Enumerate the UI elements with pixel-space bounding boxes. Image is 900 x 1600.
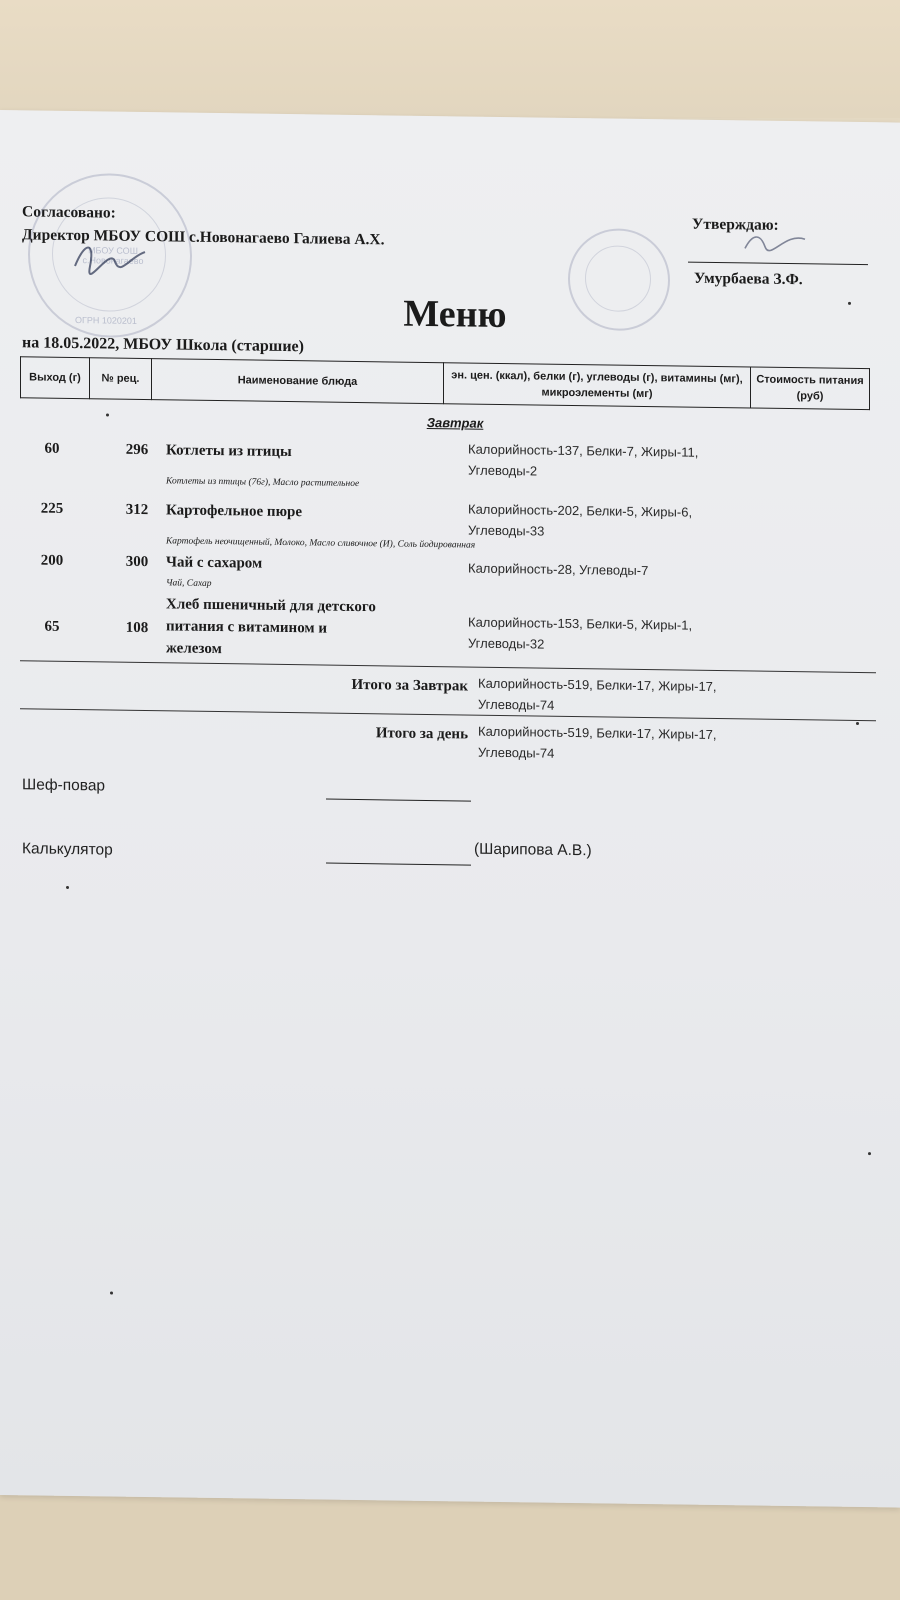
signature-director bbox=[70, 236, 150, 285]
page-title: Меню bbox=[403, 292, 507, 337]
breakfast-total-label: Итого за Завтрак bbox=[351, 676, 468, 695]
calculator-label: Калькулятор bbox=[22, 840, 113, 859]
row2-output: 225 bbox=[40, 500, 64, 517]
row4-nutrition-line1: Калорийность-153, Белки-5, Жиры-1, bbox=[468, 614, 693, 633]
row4-dish-name-line1: Хлеб пшеничный для детского bbox=[166, 596, 376, 616]
breakfast-total-divider bbox=[20, 660, 876, 673]
row2-nutrition-line2: Углеводы-33 bbox=[468, 522, 545, 539]
header-dish-name: Наименование блюда bbox=[152, 359, 444, 404]
header-output: Выход (г) bbox=[21, 357, 90, 399]
row1-recipe: 296 bbox=[125, 441, 149, 459]
row4-nutrition-line2: Углеводы-32 bbox=[468, 635, 545, 652]
row4-dish-name-line2: питания с витамином и bbox=[166, 618, 328, 637]
desk-background-bottom bbox=[0, 1490, 900, 1600]
row3-recipe: 300 bbox=[125, 553, 149, 571]
row1-ingredients: Котлеты из птицы (76г), Масло растительное bbox=[166, 476, 360, 490]
approve-label: Утверждаю: bbox=[692, 215, 779, 234]
header-nutrition: эн. цен. (ккал), белки (г), углеводы (г), витамины (мг), микроэлементы (мг) bbox=[444, 363, 751, 408]
row1-dish-name: Котлеты из птицы bbox=[166, 442, 292, 461]
row1-nutrition-line1: Калорийность-137, Белки-7, Жиры-11, bbox=[468, 441, 699, 460]
header-cost: Стоимость питания (руб) bbox=[751, 367, 870, 410]
row3-dish-name: Чай с сахаром bbox=[166, 554, 263, 572]
row2-nutrition-line1: Калорийность-202, Белки-5, Жиры-6, bbox=[468, 501, 693, 520]
row2-dish-name: Картофельное пюре bbox=[166, 502, 303, 521]
approver-name: Умурбаева З.Ф. bbox=[694, 269, 803, 289]
day-total-divider bbox=[20, 708, 876, 721]
section-breakfast: Завтрак bbox=[426, 414, 484, 431]
menu-document bbox=[0, 110, 900, 1508]
row4-output: 65 bbox=[44, 618, 60, 635]
row3-output: 200 bbox=[40, 552, 64, 569]
paper-speck bbox=[110, 1292, 113, 1295]
calculator-signature-line bbox=[326, 863, 471, 866]
paper-speck bbox=[106, 413, 109, 416]
row3-nutrition-line1: Калорийность-28, Углеводы-7 bbox=[468, 560, 649, 579]
paper-speck bbox=[856, 722, 859, 725]
chef-label: Шеф-повар bbox=[22, 776, 106, 795]
header-recipe: № рец. bbox=[90, 358, 152, 400]
paper-speck bbox=[848, 302, 851, 305]
menu-subtitle: на 18.05.2022, МБОУ Школа (старшие) bbox=[22, 334, 304, 356]
row4-recipe: 108 bbox=[125, 619, 149, 637]
breakfast-total-line2: Углеводы-74 bbox=[478, 696, 555, 713]
day-total-line2: Углеводы-74 bbox=[478, 744, 555, 761]
day-total-label: Итого за день bbox=[375, 725, 468, 743]
day-total-line1: Калорийность-519, Белки-17, Жиры-17, bbox=[478, 723, 717, 743]
table-header-row bbox=[21, 357, 870, 410]
signature-approver-scribble bbox=[740, 226, 810, 257]
row1-nutrition-line2: Углеводы-2 bbox=[468, 462, 538, 479]
row4-dish-name-line3: железом bbox=[166, 640, 222, 658]
row2-ingredients: Картофель неочищенный, Молоко, Масло сливочное (И), Соль йодированная bbox=[166, 536, 476, 551]
director-line: Директор МБОУ СОШ с.Новонагаево Галиева А.Х. bbox=[22, 226, 385, 249]
row3-ingredients: Чай, Сахар bbox=[166, 578, 212, 589]
row1-output: 60 bbox=[44, 440, 60, 457]
stamp-left-ogrn: ОГРН 1020201 bbox=[75, 315, 137, 326]
approval-label: Согласовано: bbox=[22, 203, 116, 222]
stamp-left-text: МБОУ СОШ с.Новонагаево bbox=[82, 245, 144, 267]
calculator-name: (Шарипова А.В.) bbox=[474, 840, 592, 860]
breakfast-total-line1: Калорийность-519, Белки-17, Жиры-17, bbox=[478, 675, 717, 695]
row2-recipe: 312 bbox=[125, 501, 149, 519]
paper-speck bbox=[66, 886, 69, 889]
paper-speck bbox=[868, 1152, 871, 1155]
desk-background-top bbox=[0, 0, 900, 118]
signature-approver bbox=[740, 226, 810, 265]
chef-signature-line bbox=[326, 799, 471, 802]
menu-table-header bbox=[20, 356, 870, 410]
signature-director-scribble bbox=[70, 236, 150, 277]
